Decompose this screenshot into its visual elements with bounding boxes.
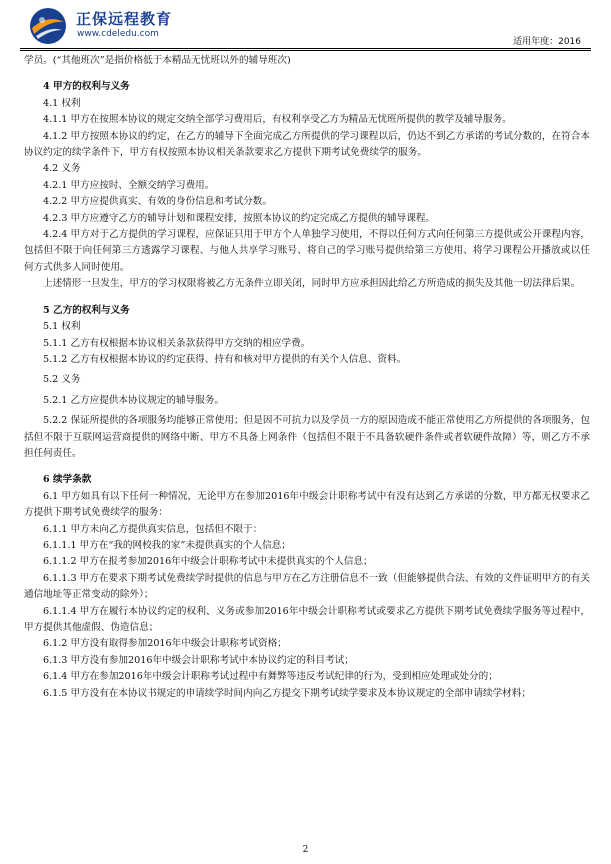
paragraph: 5.2.2 保证所提供的各项服务均能够正常使用；但是因不可抗力以及学员一方的原因造成不能正常使用乙方所提供的各项服务，包括但不限于互联网运营商提供的网络中断、甲方不具备上网条件（包括但不限于不具备软硬件条件或者软硬件故障）等，则乙方不承担任何责任。 xyxy=(24,415,590,459)
paragraph: 5.2.1 乙方应提供本协议规定的辅导服务。 xyxy=(43,394,224,406)
paragraph: 6.1.1.1 甲方在“我的网校我的家”未提供真实的个人信息； xyxy=(43,539,291,551)
logo-url: www.cdeledu.com xyxy=(77,29,159,39)
page-number: 2 xyxy=(302,845,309,855)
section-heading: 4 甲方的权利与义务 xyxy=(43,81,130,93)
logo-title: 正保远程教育 xyxy=(76,10,173,28)
paragraph: 学员。(“其他班次”是指价格低于本精品无忧班以外的辅导班次) xyxy=(24,55,291,66)
paragraph: 4.1.1 甲方在按照本协议的规定交纳全部学习费用后，有权利享受乙方为精品无忧班所提供的教学及辅导服务。 xyxy=(43,114,512,126)
paragraph: 6.1 甲方如具有以下任何一种情况，无论甲方在参加2016年中级会计职称考试中有没有达到乙方承诺的分数，甲方都无权要求乙方提供下期考试免费续学的服务： xyxy=(24,490,590,519)
paragraph: 4.2.2 甲方应提供真实、有效的身份信息和考试分数。 xyxy=(43,196,272,208)
paragraph: 6.1.1.4 甲方在履行本协议约定的权利、义务或参加2016年中级会计职称考试或要求乙方提供下期考试免费续学服务等过程中，甲方提供其他虚假、伪造信息； xyxy=(24,605,590,633)
paragraph: 6.1.1.3 甲方在要求下期考试免费续学时提供的信息与甲方在乙方注册信息不一致（但能够提供合法、有效的文件证明甲方的有关通信地址等正常变动的除外）； xyxy=(24,572,590,601)
paragraph: 4.1.2 甲方按照本协议的约定，在乙方的辅导下全面完成乙方所提供的学习课程以后，仍达不到乙方承诺的考试分数的，在符合本协议约定的续学条件下，甲方有权按照本协议相关条款要求乙方提供下期考试免费续学的服务。 xyxy=(24,130,590,159)
section-heading: 5 乙方的权利与义务 xyxy=(43,304,130,316)
section-heading: 6 续学条款 xyxy=(43,474,92,486)
paragraph: 上述情形一旦发生，甲方的学习权限将被乙方无条件立即关闭，同时甲方应承担因此给乙方所造成的损失及其他一切法律后果。 xyxy=(43,278,581,290)
paragraph: 4.2 义务 xyxy=(43,163,81,175)
applicable-year: 适用年度：2016 xyxy=(513,37,581,47)
document-body xyxy=(24,53,590,702)
paragraph: 5.2 义务 xyxy=(43,374,81,386)
paragraph: 4.2.4 甲方对于乙方提供的学习课程，应保证只用于甲方个人单独学习使用，不得以任何方式向任何第三方提供或公开课程内容，包括但不限于向任何第三方透露学习课程、与他人共享学习账号、将自己的学习账号提供给第三方使用、将学习课程公开播放或以任何方式供多人同时使用。 xyxy=(24,229,590,273)
logo-globe-icon xyxy=(28,6,68,46)
paragraph: 5.1.1 乙方有权根据本协议相关条款获得甲方交纳的相应学费。 xyxy=(43,337,311,349)
paragraph: 6.1.1.2 甲方在报考参加2016年中级会计职称考试中未提供真实的个人信息； xyxy=(43,556,373,568)
header-divider-secondary xyxy=(20,50,591,51)
header-divider xyxy=(20,48,591,49)
paragraph: 5.1.2 乙方有权根据本协议的约定获得、持有和核对甲方提供的有关个人信息、资料。 xyxy=(43,353,407,365)
paragraph: 6.1.4 甲方在参加2016年中级会计职称考试过程中有舞弊等违反考试纪律的行为，受到相应处理或处分的； xyxy=(43,671,498,683)
paragraph: 5.1 权利 xyxy=(43,321,81,333)
paragraph: 6.1.3 甲方没有参加2016年中级会计职称考试中本协议约定的科目考试； xyxy=(43,654,354,666)
paragraph: 4.2.3 甲方应遵守乙方的辅导计划和课程安排，按照本协议的约定完成乙方提供的辅导课程。 xyxy=(43,212,436,224)
page-header xyxy=(0,0,611,50)
paragraph: 4.1 权利 xyxy=(43,97,81,109)
paragraph: 6.1.2 甲方没有取得参加2016年中级会计职称考试资格； xyxy=(43,638,287,650)
paragraph: 4.2.1 甲方应按时、全额交纳学习费用。 xyxy=(43,179,215,191)
paragraph: 6.1.5 甲方没有在本协议书规定的申请续学时间内向乙方提交下期考试续学要求及本协议规定的全部申请续学材料； xyxy=(43,687,531,699)
paragraph: 6.1.1 甲方未向乙方提供真实信息，包括但不限于： xyxy=(43,523,263,535)
